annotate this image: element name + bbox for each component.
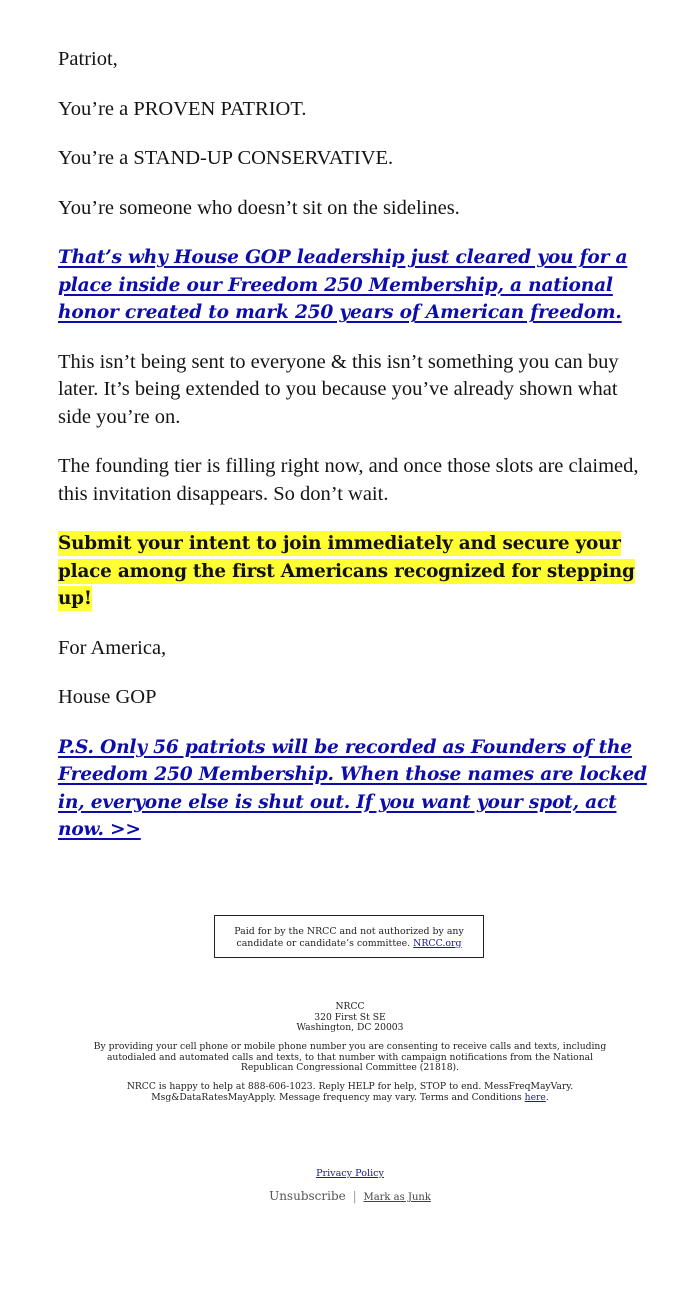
highlighted-callout-text: Submit your intent to join immediately and secure your place among the first Americans recognized for stepping up! [58,533,635,609]
disclaimer-text: Paid for by the NRCC and not authorized by any candidate or candidate’s committee. [234,926,464,949]
ps-act-now-link[interactable]: P.S. Only 56 patriots will be recorded as Founders of the Freedom 250 Membership. When those names are locked in, everyone else is shut out. If you want your spot, act now. >> [58,736,647,840]
signoff: For America, [58,636,167,659]
unsubscribe-row [0,1188,700,1206]
body-line-sidelines: You’re someone who doesn’t sit on the sidelines. [58,196,460,219]
privacy-policy-link[interactable]: Privacy Policy [316,1168,384,1179]
separator: | [352,1189,357,1203]
privacy-policy-row [0,1169,700,1180]
signature: House GOP [58,686,157,708]
body-paragraph-not-sent-to-everyone: This isn’t being sent to everyone & this isn’t something you can buy later. It’s being extended to you because you’ve already shown what side you’re on. [58,350,619,428]
highlighted-callout [58,530,648,613]
mark-as-junk-link[interactable]: Mark as Junk [363,1192,431,1203]
help-text: NRCC is happy to help at 888-606-1023. Reply HELP for help, STOP to end. MessFreqMayVary. Msg&DataRatesMayApply. Message frequency may vary. Terms and Conditions [126,1081,574,1103]
paid-for-disclaimer-box [214,915,484,958]
unsubscribe-link[interactable]: Unsubscribe [269,1189,346,1203]
period: . [545,1091,549,1103]
terms-and-conditions-link[interactable]: here [524,1091,546,1103]
greeting: Patriot, [58,48,118,70]
freedom-250-membership-link[interactable]: That’s why House GOP leadership just cleared you for a place inside our Freedom 250 Membership, a national honor created to mark 250 years of American freedom. [58,247,628,323]
body-paragraph-founding-tier: The founding tier is filling right now, and once those slots are claimed, this invitation disappears. So don’t wait. [58,455,639,505]
mailing-address [0,1002,700,1034]
org-name: NRCC [335,1001,365,1012]
body-line-proven-patriot: You’re a PROVEN PATRIOT. [58,97,307,120]
email-body [58,46,648,866]
nrcc-org-link[interactable]: NRCC.org [413,937,462,949]
sms-consent-notice: By providing your cell phone or mobile phone number you are consenting to receive calls and texts, including autodialed and automated calls and texts, to that number with campaign notifications from the National Republican Congressional Committee (21818). [93,1041,607,1073]
sms-help-notice [100,1082,600,1103]
body-line-stand-up-conservative: You’re a STAND-UP CONSERVATIVE. [58,147,394,169]
city-state-zip: Washington, DC 20003 [296,1022,404,1033]
street-address: 320 First St SE [314,1011,386,1023]
